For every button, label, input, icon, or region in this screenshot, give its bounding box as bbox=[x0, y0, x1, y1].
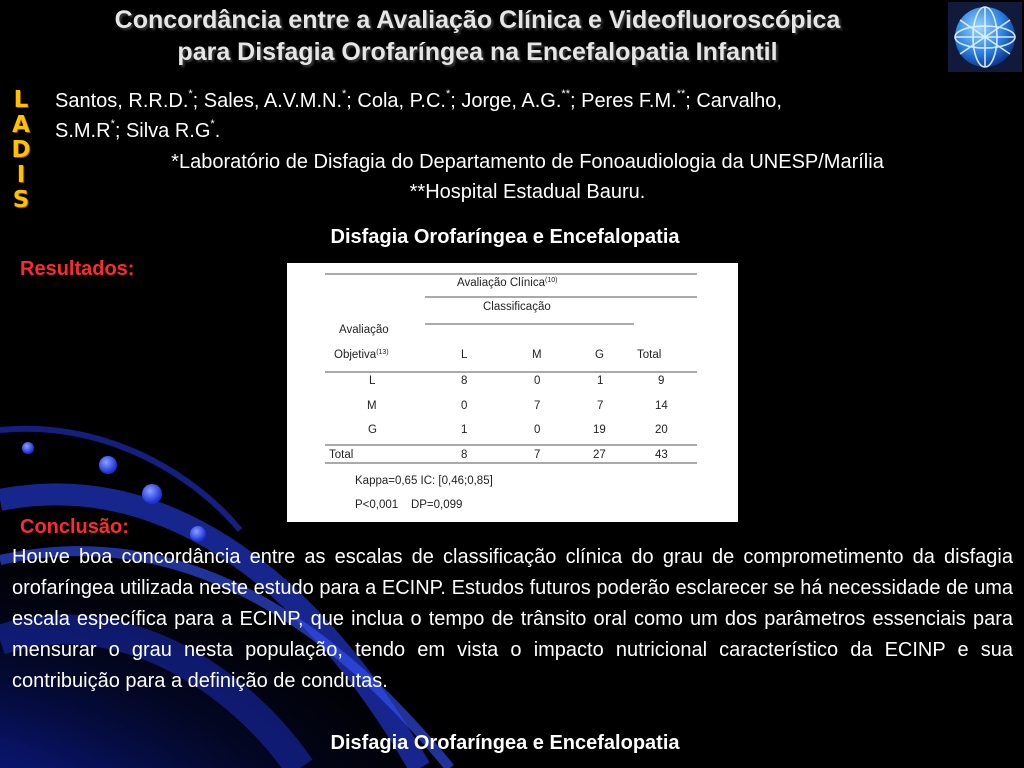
results-table-image bbox=[287, 263, 738, 522]
author-marker: * bbox=[210, 118, 215, 131]
table-cell: 14 bbox=[655, 400, 668, 412]
col-header-total: Total bbox=[637, 349, 662, 361]
table-cell: 0 bbox=[534, 424, 541, 436]
table-header-sub: Classificação bbox=[483, 301, 551, 313]
ladis-letter: S bbox=[12, 187, 30, 213]
row-label-g: G bbox=[368, 424, 377, 436]
table-cell: 27 bbox=[593, 449, 606, 461]
author-text: ; Silva R.G bbox=[114, 120, 211, 142]
author-text: . bbox=[214, 120, 221, 142]
section-subtitle-top: Disfagia Orofaríngea e Encefalopatia bbox=[330, 226, 680, 248]
table-header-main: Avaliação Clínica$^{(10)}$ bbox=[457, 277, 558, 289]
author-marker: * bbox=[445, 88, 451, 101]
table-cell: 8 bbox=[461, 449, 468, 461]
table-cell: 1 bbox=[461, 424, 468, 436]
ladis-letter: I bbox=[16, 162, 26, 188]
p-value-stats: P<0,001 DP=0,099 bbox=[355, 499, 463, 511]
author-marker: * bbox=[342, 88, 347, 101]
author-marker: ** bbox=[561, 88, 570, 101]
col-header-m: M bbox=[532, 349, 542, 361]
affiliation-line-1: *Laboratório de Disfagia do Departamento de Fonoaudiologia da UNESP/Marília bbox=[171, 151, 884, 173]
row-label-m: M bbox=[367, 400, 377, 412]
author-text: ; Jorge, A.G. bbox=[450, 90, 562, 112]
section-subtitle-bottom: Disfagia Orofaríngea e Encefalopatia bbox=[330, 732, 680, 754]
author-marker: * bbox=[188, 88, 193, 101]
table-cell: 7 bbox=[534, 449, 541, 461]
table-cell: 7 bbox=[597, 400, 604, 412]
table-cell: 0 bbox=[461, 400, 468, 412]
table-cell: 7 bbox=[534, 400, 541, 412]
author-marker: ** bbox=[676, 88, 686, 101]
author-marker: * bbox=[110, 118, 115, 131]
table-cell: 1 bbox=[597, 375, 604, 387]
table-cell: 0 bbox=[534, 375, 541, 387]
table-cell: 8 bbox=[461, 375, 468, 387]
author-list bbox=[55, 86, 1015, 146]
author-text: ; Cola, P.C. bbox=[346, 90, 446, 112]
table-cell: 19 bbox=[593, 424, 606, 436]
col-header-g: G bbox=[595, 349, 604, 361]
table-cell: 9 bbox=[658, 375, 665, 387]
title-line-1: Concordância entre a Avaliação Clínica e Videofluoroscópica bbox=[114, 6, 841, 34]
conclusion-heading: Conclusão: bbox=[20, 516, 129, 538]
table-cell: 43 bbox=[655, 449, 668, 461]
author-text: Santos, R.R.D. bbox=[55, 90, 189, 112]
ladis-letter: A bbox=[12, 112, 30, 138]
conclusion-text: Houve boa concordância entre as escalas de classificação clínica do grau de comprometimento da disfagia orofaríngea utilizada neste estudo para a ECINP. Estudos futuros poderão esclarecer se há necessidade de uma escala específica para a ECINP, que inclua o tempo de trânsito oral como um dos parâmetros essenciais para mensurar o grau nesta população, tendo em vista o impacto nutricional característico da ECINP e sua contribuição para a definição de condutas. bbox=[12, 546, 1013, 692]
author-text: ; Carvalho, bbox=[685, 90, 782, 112]
row-label-l: L bbox=[369, 375, 376, 387]
author-text: S.M.R bbox=[55, 120, 111, 142]
affiliation-line-2: **Hospital Estadual Bauru. bbox=[409, 181, 646, 203]
table-cell: 20 bbox=[655, 424, 668, 436]
results-table bbox=[287, 263, 738, 522]
author-text: ; Peres F.M. bbox=[569, 90, 677, 112]
author-text: ; Sales, A.V.M.N. bbox=[192, 90, 342, 112]
results-heading: Resultados: bbox=[20, 258, 135, 280]
title-line-2: para Disfagia Orofaríngea na Encefalopatia Infantil bbox=[177, 38, 778, 66]
ladis-letter: D bbox=[11, 137, 31, 163]
row-label-total: Total bbox=[329, 449, 354, 461]
kappa-stats: Kappa=0,65 IC: [0,46;0,85] bbox=[355, 475, 493, 487]
row-header-line-1: Avaliação bbox=[339, 324, 389, 336]
slide-title bbox=[0, 4, 955, 68]
col-header-l: L bbox=[461, 349, 468, 361]
ladis-vertical-logo bbox=[6, 88, 36, 213]
row-header-line-2: Objetiva$^{(13)}$ bbox=[334, 349, 389, 361]
affiliations bbox=[40, 147, 1015, 207]
ladis-letter: L bbox=[13, 87, 29, 113]
globe-icon bbox=[948, 2, 1022, 72]
